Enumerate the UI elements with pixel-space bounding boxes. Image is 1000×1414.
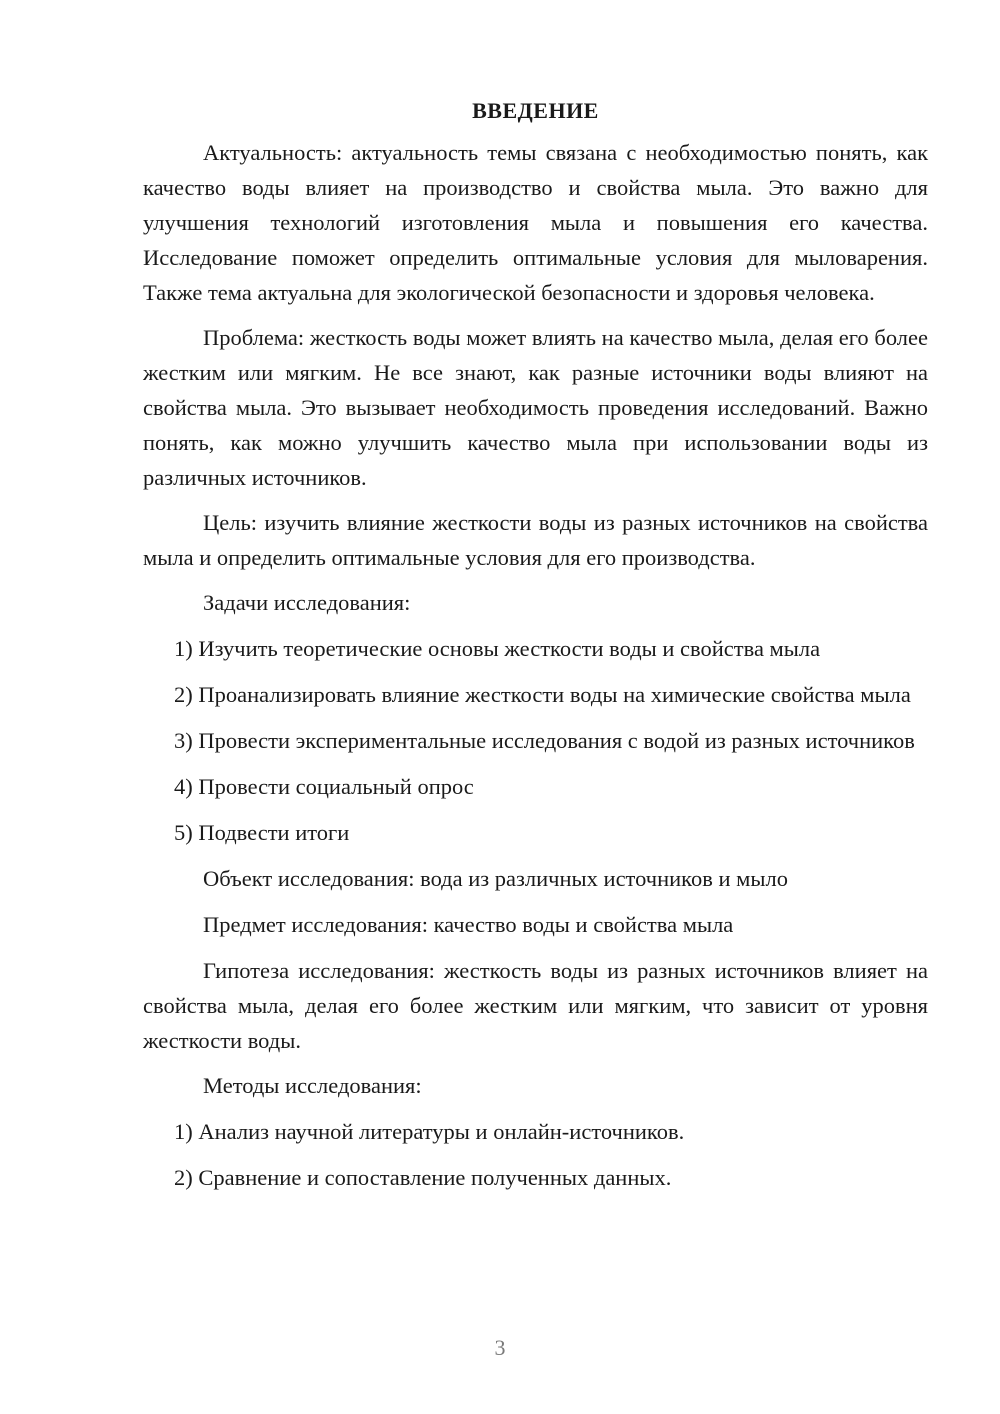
subject-paragraph: Предмет исследования: качество воды и свойства мыла (203, 912, 734, 937)
problem-paragraph: Проблема: жесткость воды может влиять на качество мыла, делая его более жестким или мягким. Не все знают, как разные источники воды влияют на свойства мыла. Это вызывает необходимость проведения исследований. Важно понять, как можно улучшить качество мыла при использовании воды из различных источников. (143, 325, 928, 490)
task-item-3: 3) Провести экспериментальные исследования с водой из разных источников (174, 728, 915, 753)
object-paragraph: Объект исследования: вода из различных источников и мыло (203, 866, 788, 891)
goal-paragraph: Цель: изучить влияние жесткости воды из разных источников на свойства мыла и определить оптимальные условия для его производства. (143, 510, 928, 570)
method-item-2: 2) Сравнение и сопоставление полученных данных. (174, 1165, 672, 1190)
task-item-2: 2) Проанализировать влияние жесткости воды на химические свойства мыла (174, 682, 911, 707)
method-item-1: 1) Анализ научной литературы и онлайн-источников. (174, 1119, 685, 1144)
section-heading: ВВЕДЕНИЕ (472, 98, 599, 123)
task-item-5: 5) Подвести итоги (174, 820, 350, 845)
page-number: 3 (494, 1335, 506, 1360)
page-content (143, 93, 928, 1195)
task-item-4: 4) Провести социальный опрос (174, 774, 474, 799)
tasks-list (143, 631, 928, 850)
hypothesis-paragraph: Гипотеза исследования: жесткость воды из разных источников влияет на свойства мыла, делая его более жестким или мягким, что зависит от уровня жесткости воды. (143, 958, 928, 1053)
methods-list (143, 1114, 928, 1195)
task-item-1: 1) Изучить теоретические основы жесткости воды и свойства мыла (174, 636, 821, 661)
tasks-title: Задачи исследования: (203, 590, 411, 615)
relevance-paragraph: Актуальность: актуальность темы связана с необходимостью понять, как качество воды влияет на производство и свойства мыла. Это важно для улучшения технологий изготовления мыла и повышения его качества. Исследование поможет определить оптимальные условия для мыловарения. Также тема актуальна для экологической безопасности и здоровья человека. (143, 140, 928, 305)
methods-title: Методы исследования: (203, 1073, 422, 1098)
